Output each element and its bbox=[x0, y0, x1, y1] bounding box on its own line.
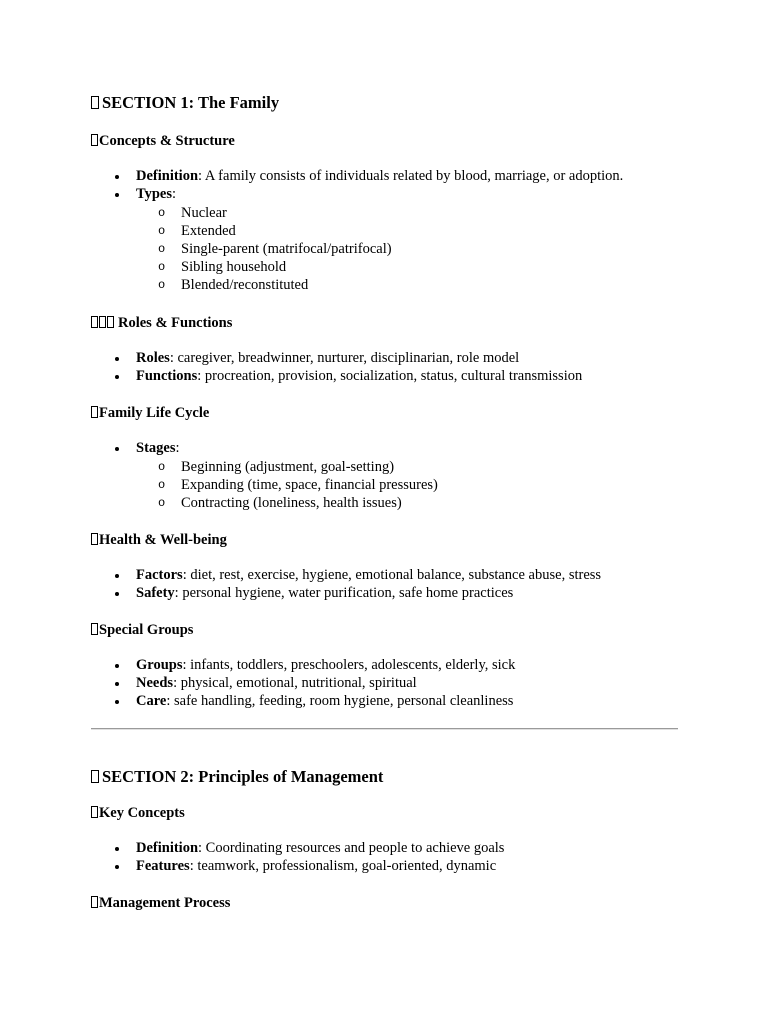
special-groups-heading: Special Groups bbox=[91, 621, 193, 639]
list-item: Care: safe handling, feeding, room hygiene, personal cleanliness bbox=[0, 693, 515, 711]
key-concepts-list bbox=[0, 840, 504, 876]
health-heading: Health & Well-being bbox=[91, 531, 227, 549]
section-divider bbox=[91, 728, 678, 730]
list-item: Needs: physical, emotional, nutritional, spiritual bbox=[0, 675, 515, 693]
list-item: Definition: Coordinating resources and people to achieve goals bbox=[0, 840, 504, 858]
list-item: Safety: personal hygiene, water purification, safe home practices bbox=[0, 585, 601, 603]
life-cycle-heading: Family Life Cycle bbox=[91, 404, 209, 422]
missing-glyph-icon bbox=[91, 314, 115, 332]
list-item: Stages: o Beginning (adjustment, goal-setting) o Expanding (time, space, financial pressures) o Contracting (loneliness, health issues) bbox=[0, 440, 438, 512]
concepts-list bbox=[0, 168, 623, 294]
sublist-item: o Contracting (loneliness, health issues) bbox=[0, 494, 438, 512]
roles-heading: Roles & Functions bbox=[91, 314, 232, 332]
types-sublist bbox=[136, 204, 623, 294]
sublist-item: o Extended bbox=[0, 222, 623, 240]
management-process-heading: Management Process bbox=[91, 894, 230, 912]
stages-sublist bbox=[136, 458, 438, 512]
life-cycle-list bbox=[0, 440, 438, 512]
missing-glyph-icon bbox=[91, 896, 98, 908]
section-2-title: SECTION 2: Principles of Management bbox=[91, 767, 383, 787]
missing-glyph-icon bbox=[91, 96, 99, 109]
list-item: Groups: infants, toddlers, preschoolers, adolescents, elderly, sick bbox=[0, 657, 515, 675]
sublist-item: o Beginning (adjustment, goal-setting) bbox=[0, 458, 438, 476]
missing-glyph-icon bbox=[91, 770, 99, 783]
sublist-item: o Single-parent (matrifocal/patrifocal) bbox=[0, 240, 623, 258]
missing-glyph-icon bbox=[91, 134, 98, 146]
list-item: Roles: caregiver, breadwinner, nurturer, disciplinarian, role model bbox=[0, 350, 582, 368]
sublist-item: o Blended/reconstituted bbox=[0, 276, 623, 294]
list-item: Definition: A family consists of individuals related by blood, marriage, or adoption. bbox=[0, 168, 623, 186]
roles-list bbox=[0, 350, 582, 386]
key-concepts-heading: Key Concepts bbox=[91, 804, 185, 822]
missing-glyph-icon bbox=[91, 806, 98, 818]
missing-glyph-icon bbox=[91, 406, 98, 418]
list-item: Features: teamwork, professionalism, goal-oriented, dynamic bbox=[0, 858, 504, 876]
concepts-heading: Concepts & Structure bbox=[91, 132, 235, 150]
list-item: Types: o Nuclear o Extended o Single-parent (matrifocal/patrifocal) o Sibling household o Blended/reconstituted bbox=[0, 186, 623, 294]
sublist-item: o Sibling household bbox=[0, 258, 623, 276]
sublist-item: o Expanding (time, space, financial pressures) bbox=[0, 476, 438, 494]
special-groups-list bbox=[0, 657, 515, 710]
sublist-item: o Nuclear bbox=[0, 204, 623, 222]
section-1-title: SECTION 1: The Family bbox=[91, 93, 279, 113]
missing-glyph-icon bbox=[91, 533, 98, 545]
list-item: Factors: diet, rest, exercise, hygiene, emotional balance, substance abuse, stress bbox=[0, 567, 601, 585]
missing-glyph-icon bbox=[91, 623, 98, 635]
list-item: Functions: procreation, provision, socialization, status, cultural transmission bbox=[0, 368, 582, 386]
health-list bbox=[0, 567, 601, 603]
